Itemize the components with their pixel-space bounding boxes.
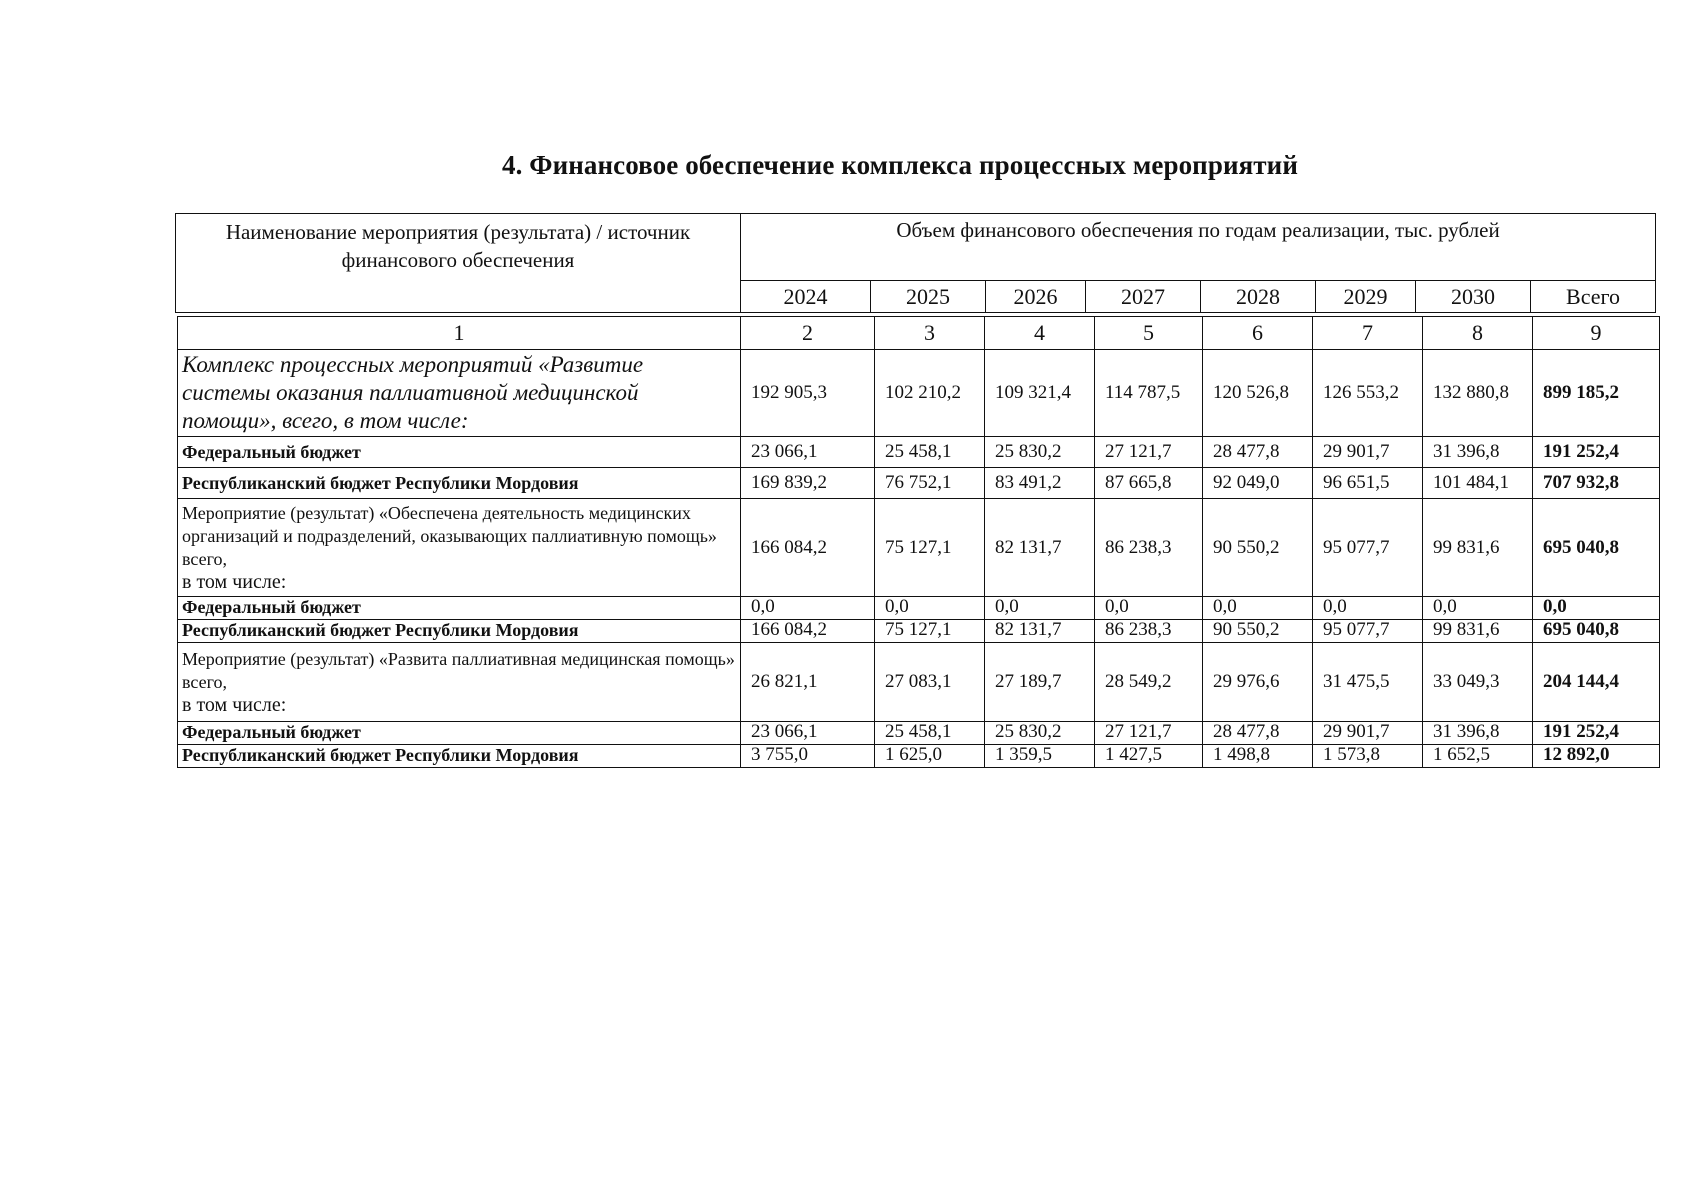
row-value: 29 976,6: [1203, 643, 1313, 722]
header-year: 2025: [871, 281, 986, 313]
row-name: Республиканский бюджет Республики Мордовия: [178, 620, 741, 643]
table-row: [178, 499, 1660, 597]
table-row: [178, 722, 1660, 745]
row-total: 204 144,4: [1533, 643, 1660, 722]
row-total: 0,0: [1533, 597, 1660, 620]
row-name: Федеральный бюджет: [178, 722, 741, 745]
row-value: 120 526,8: [1203, 350, 1313, 437]
row-name-sub: в том числе:: [182, 693, 287, 716]
column-number: 9: [1533, 317, 1660, 350]
row-value: 82 131,7: [985, 499, 1095, 597]
row-value: 23 066,1: [741, 722, 875, 745]
row-value: 25 458,1: [875, 722, 985, 745]
row-name-sub: в том числе:: [182, 570, 287, 593]
header-year: 2027: [1086, 281, 1201, 313]
row-value: 0,0: [1313, 597, 1423, 620]
row-name-cell: [178, 643, 741, 722]
row-value: 0,0: [875, 597, 985, 620]
table-body: [177, 316, 1660, 768]
row-name: Комплекс процессных мероприятий «Развитие системы оказания паллиативной медицинской помощи», всего, в том числе:: [178, 350, 741, 437]
table-header: [175, 213, 1656, 313]
column-number: 1: [178, 317, 741, 350]
row-value: 92 049,0: [1203, 468, 1313, 499]
header-volume-column: Объем финансового обеспечения по годам реализации, тыс. рублей: [741, 214, 1656, 281]
row-value: 27 121,7: [1095, 437, 1203, 468]
row-value: 75 127,1: [875, 499, 985, 597]
row-total: 695 040,8: [1533, 620, 1660, 643]
row-value: 0,0: [1095, 597, 1203, 620]
row-name-cell: [178, 499, 741, 597]
row-name: Федеральный бюджет: [178, 597, 741, 620]
row-value: 28 477,8: [1203, 722, 1313, 745]
row-total: 899 185,2: [1533, 350, 1660, 437]
column-number: 7: [1313, 317, 1423, 350]
row-value: 169 839,2: [741, 468, 875, 499]
column-number: 4: [985, 317, 1095, 350]
row-value: 25 458,1: [875, 437, 985, 468]
header-year: 2026: [986, 281, 1086, 313]
row-value: 27 121,7: [1095, 722, 1203, 745]
row-value: 99 831,6: [1423, 499, 1533, 597]
header-name-column: Наименование мероприятия (результата) / источник финансового обеспечения: [176, 214, 741, 313]
row-value: 83 491,2: [985, 468, 1095, 499]
row-name: Федеральный бюджет: [178, 437, 741, 468]
row-value: 95 077,7: [1313, 499, 1423, 597]
row-value: 75 127,1: [875, 620, 985, 643]
row-name: Республиканский бюджет Республики Мордовия: [178, 468, 741, 499]
column-number: 6: [1203, 317, 1313, 350]
row-value: 126 553,2: [1313, 350, 1423, 437]
row-name: Мероприятие (результат) «Обеспечена деятельность медицинских организаций и подразделений, оказывающих паллиативную помощь» всего,: [182, 502, 717, 569]
row-value: 25 830,2: [985, 437, 1095, 468]
page-title: 4. Финансовое обеспечение комплекса процессных мероприятий: [502, 150, 1298, 180]
row-value: 99 831,6: [1423, 620, 1533, 643]
row-value: 166 084,2: [741, 499, 875, 597]
row-value: 101 484,1: [1423, 468, 1533, 499]
row-total: 12 892,0: [1533, 745, 1660, 768]
row-value: 0,0: [1423, 597, 1533, 620]
header-year: 2028: [1201, 281, 1316, 313]
row-value: 102 210,2: [875, 350, 985, 437]
row-value: 76 752,1: [875, 468, 985, 499]
row-value: 28 477,8: [1203, 437, 1313, 468]
column-number: 5: [1095, 317, 1203, 350]
row-value: 33 049,3: [1423, 643, 1533, 722]
table-row: [178, 643, 1660, 722]
row-value: 31 396,8: [1423, 722, 1533, 745]
row-value: 26 821,1: [741, 643, 875, 722]
table-row: [178, 437, 1660, 468]
table-row: [178, 597, 1660, 620]
column-number: 3: [875, 317, 985, 350]
row-value: 82 131,7: [985, 620, 1095, 643]
row-value: 1 573,8: [1313, 745, 1423, 768]
column-numbers-row: [178, 317, 1660, 350]
row-value: 1 359,5: [985, 745, 1095, 768]
row-value: 114 787,5: [1095, 350, 1203, 437]
row-value: 1 498,8: [1203, 745, 1313, 768]
row-value: 166 084,2: [741, 620, 875, 643]
row-value: 96 651,5: [1313, 468, 1423, 499]
row-value: 3 755,0: [741, 745, 875, 768]
row-value: 28 549,2: [1095, 643, 1203, 722]
row-value: 0,0: [1203, 597, 1313, 620]
table-row: [178, 350, 1660, 437]
row-value: 86 238,3: [1095, 620, 1203, 643]
header-year: 2024: [741, 281, 871, 313]
row-value: 1 427,5: [1095, 745, 1203, 768]
header-year: 2030: [1416, 281, 1531, 313]
row-name: Республиканский бюджет Республики Мордовия: [178, 745, 741, 768]
row-total: 695 040,8: [1533, 499, 1660, 597]
row-value: 27 189,7: [985, 643, 1095, 722]
row-value: 109 321,4: [985, 350, 1095, 437]
row-value: 90 550,2: [1203, 620, 1313, 643]
row-name: Мероприятие (результат) «Развита паллиативная медицинская помощь» всего,: [182, 648, 735, 692]
column-number: 2: [741, 317, 875, 350]
table-row: [178, 468, 1660, 499]
row-total: 191 252,4: [1533, 722, 1660, 745]
row-value: 0,0: [985, 597, 1095, 620]
row-value: 25 830,2: [985, 722, 1095, 745]
column-number: 8: [1423, 317, 1533, 350]
row-value: 87 665,8: [1095, 468, 1203, 499]
row-value: 90 550,2: [1203, 499, 1313, 597]
row-total: 707 932,8: [1533, 468, 1660, 499]
row-total: 191 252,4: [1533, 437, 1660, 468]
row-value: 132 880,8: [1423, 350, 1533, 437]
row-value: 1 652,5: [1423, 745, 1533, 768]
row-value: 86 238,3: [1095, 499, 1203, 597]
row-value: 95 077,7: [1313, 620, 1423, 643]
row-value: 31 475,5: [1313, 643, 1423, 722]
header-total: Всего: [1531, 281, 1656, 313]
row-value: 1 625,0: [875, 745, 985, 768]
header-year: 2029: [1316, 281, 1416, 313]
table-row: [178, 620, 1660, 643]
row-value: 27 083,1: [875, 643, 985, 722]
row-value: 29 901,7: [1313, 722, 1423, 745]
row-value: 192 905,3: [741, 350, 875, 437]
row-value: 29 901,7: [1313, 437, 1423, 468]
table-row: [178, 745, 1660, 768]
row-value: 23 066,1: [741, 437, 875, 468]
row-value: 0,0: [741, 597, 875, 620]
row-value: 31 396,8: [1423, 437, 1533, 468]
